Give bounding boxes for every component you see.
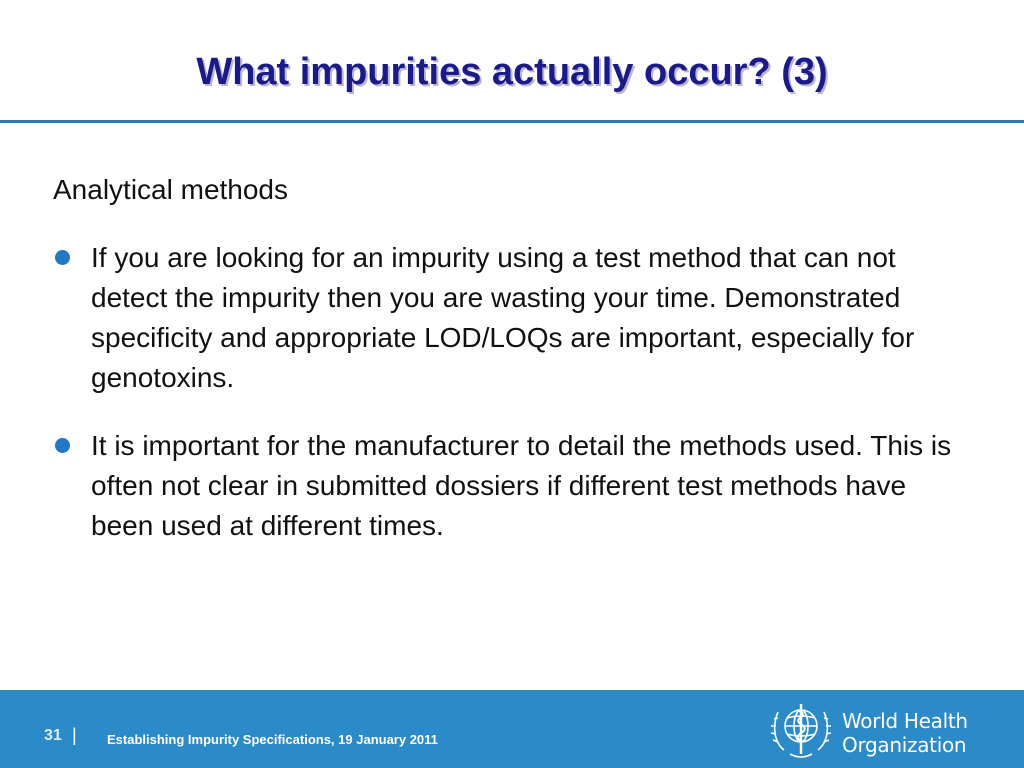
slide-body xyxy=(53,170,973,574)
bullet-item xyxy=(53,426,973,546)
footer-bar xyxy=(0,690,1024,768)
section-subheading: Analytical methods xyxy=(53,174,289,205)
who-logo xyxy=(768,696,988,760)
footer-caption: Establishing Impurity Specifications, 19 January 2011 xyxy=(107,732,438,747)
bullet-text: It is important for the manufacturer to detail the methods used. This is often not clear in submitted dossiers if different test methods have been used at different times. xyxy=(91,430,952,541)
page-separator: | xyxy=(72,725,77,745)
bullet-dot-icon xyxy=(55,438,70,453)
logo-text-line1: World Health xyxy=(842,709,968,733)
slide-title: What impurities actually occur? (3) xyxy=(196,51,828,93)
bullet-dot-icon xyxy=(55,250,70,265)
logo-text-line2: Organization xyxy=(842,733,967,757)
who-emblem-icon xyxy=(768,696,834,762)
page-number: 31 xyxy=(44,727,62,744)
bullet-text: If you are looking for an impurity using a test method that can not detect the impurity then you are wasting your time. Demonstrated specificity and appropriate LOD/LOQs are important, especially for genotoxins. xyxy=(91,242,915,393)
bullet-item xyxy=(53,238,973,398)
title-divider xyxy=(0,120,1024,123)
